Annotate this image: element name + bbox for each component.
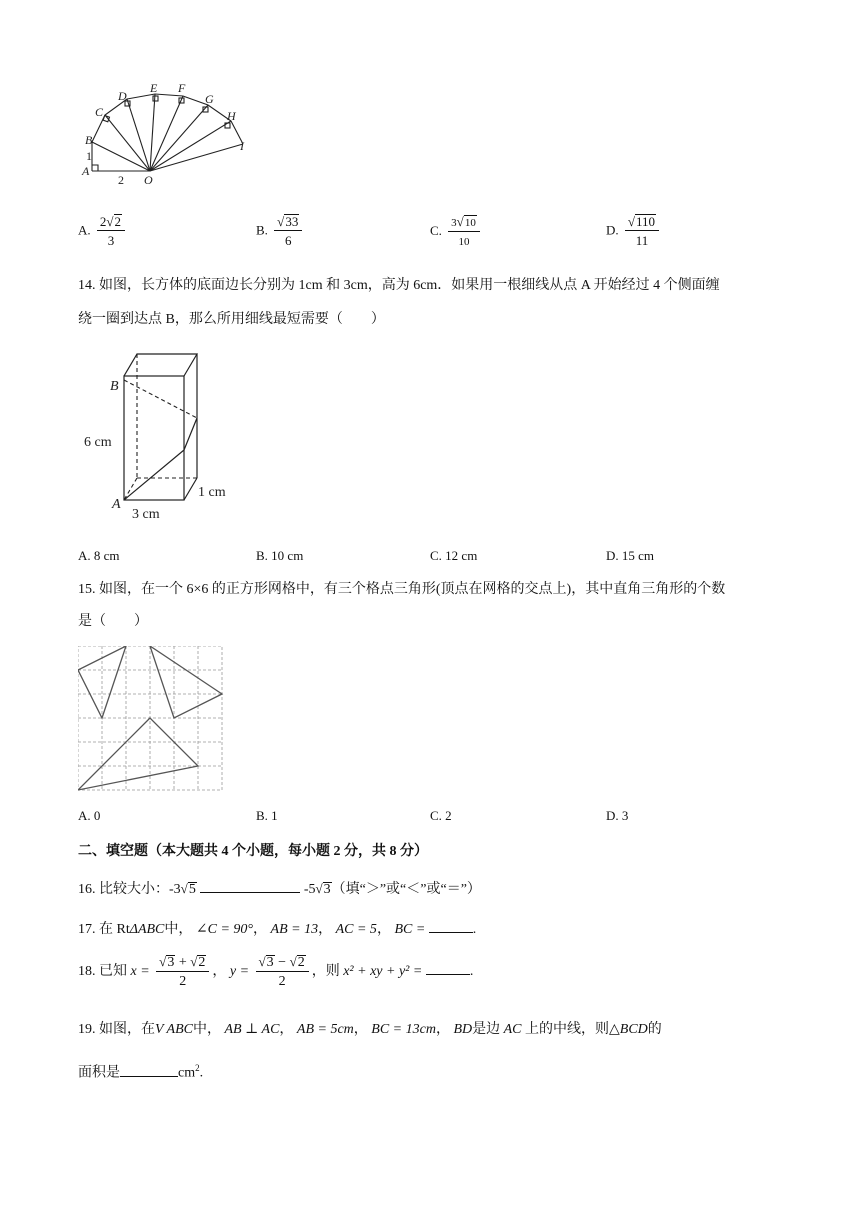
side-label-1: 1 (86, 149, 92, 163)
cuboid-height-label: 6 cm (84, 435, 112, 450)
label-B: B (85, 133, 93, 147)
cuboid-figure (82, 346, 242, 526)
q16-answer-blank[interactable] (200, 878, 300, 893)
label-H: H (227, 109, 236, 123)
q18: 18. 已知 x = $\frac{√3 + √2}{2}$ ， y = $\frac{√3 - √2}{2}$ ，则 x² + xy + y² = . (78, 954, 474, 989)
q13-option-a[interactable]: A. $\frac{2√2}{3}$ (78, 214, 128, 249)
grid-triangles-figure (78, 646, 224, 792)
label-G: G (205, 92, 214, 106)
q15-option-a[interactable]: A. 0 (78, 808, 101, 823)
q15-line2: 是（ ） (78, 614, 148, 629)
label-E: E (150, 81, 158, 95)
label-F: F (178, 81, 186, 95)
q14-option-c[interactable]: C. 12 cm (430, 548, 478, 563)
label-I: I (240, 139, 244, 153)
q13-option-c[interactable]: C. $\frac{3√10}{10}$ (430, 214, 483, 250)
q15-option-b[interactable]: B. 1 (256, 808, 278, 823)
q15-option-d[interactable]: D. 3 (606, 808, 629, 823)
grid-triangle-2 (150, 646, 222, 718)
q13-option-d[interactable]: D. $\frac{√110}{11}$ (606, 214, 662, 249)
cuboid-label-A: A (112, 497, 121, 512)
q14-option-a[interactable]: A. 8 cm (78, 548, 120, 563)
q17-answer-blank[interactable] (429, 918, 473, 933)
q13-option-b[interactable]: B. $\frac{√33}{6}$ (256, 214, 305, 249)
q19-line2: 面积是 $cm^2$. (78, 1063, 204, 1081)
label-A: A (82, 164, 90, 178)
section-2-heading: 二、填空题（本大题共 4 个小题，每小题 2 分，共 8 分） (78, 844, 428, 859)
q14-option-b[interactable]: B. 10 cm (256, 548, 304, 563)
label-O: O (144, 173, 153, 187)
label-D: D (118, 89, 127, 103)
side-label-2: 2 (118, 173, 124, 187)
q19-answer-blank[interactable] (120, 1062, 178, 1077)
label-C: C (95, 105, 104, 119)
grid-triangle-3 (78, 718, 198, 790)
q14-line1: 14. 如图，长方体的底面边长分别为 1cm 和 3cm，高为 6cm．如果用一根细线从点 A 开始经过 4 个侧面缠 (78, 278, 720, 293)
cuboid-width-label: 1 cm (198, 485, 226, 500)
q14-option-d[interactable]: D. 15 cm (606, 548, 655, 563)
spiral-triangle-figure (80, 78, 260, 188)
q19-line1: 19. 如图，在V ABC中， AB ⊥ AC， AB = 5cm， BC = 13cm， BD是边 AC 上的中线，则△BCD的 (78, 1022, 662, 1037)
cuboid-label-B: B (110, 379, 119, 394)
cuboid-length-label: 3 cm (132, 507, 160, 522)
q18-answer-blank[interactable] (426, 960, 470, 975)
q15-line1: 15. 如图，在一个 6×6 的正方形网格中，有三个格点三角形(顶点在网格的交点上)，其中直角三角形的个数 (78, 582, 726, 597)
q15-option-c[interactable]: C. 2 (430, 808, 452, 823)
q17: 17. 在 RtΔABC中， ∠C = 90°， AB = 13， AC = 5， BC = . (78, 918, 476, 940)
q14-line2: 绕一圈到达点 B，那么所用细线最短需要（ ） (78, 312, 385, 327)
q16: 16. 比较大小：-3√5 -5√3（填“＞”或“＜”或“＝”） (78, 878, 481, 900)
